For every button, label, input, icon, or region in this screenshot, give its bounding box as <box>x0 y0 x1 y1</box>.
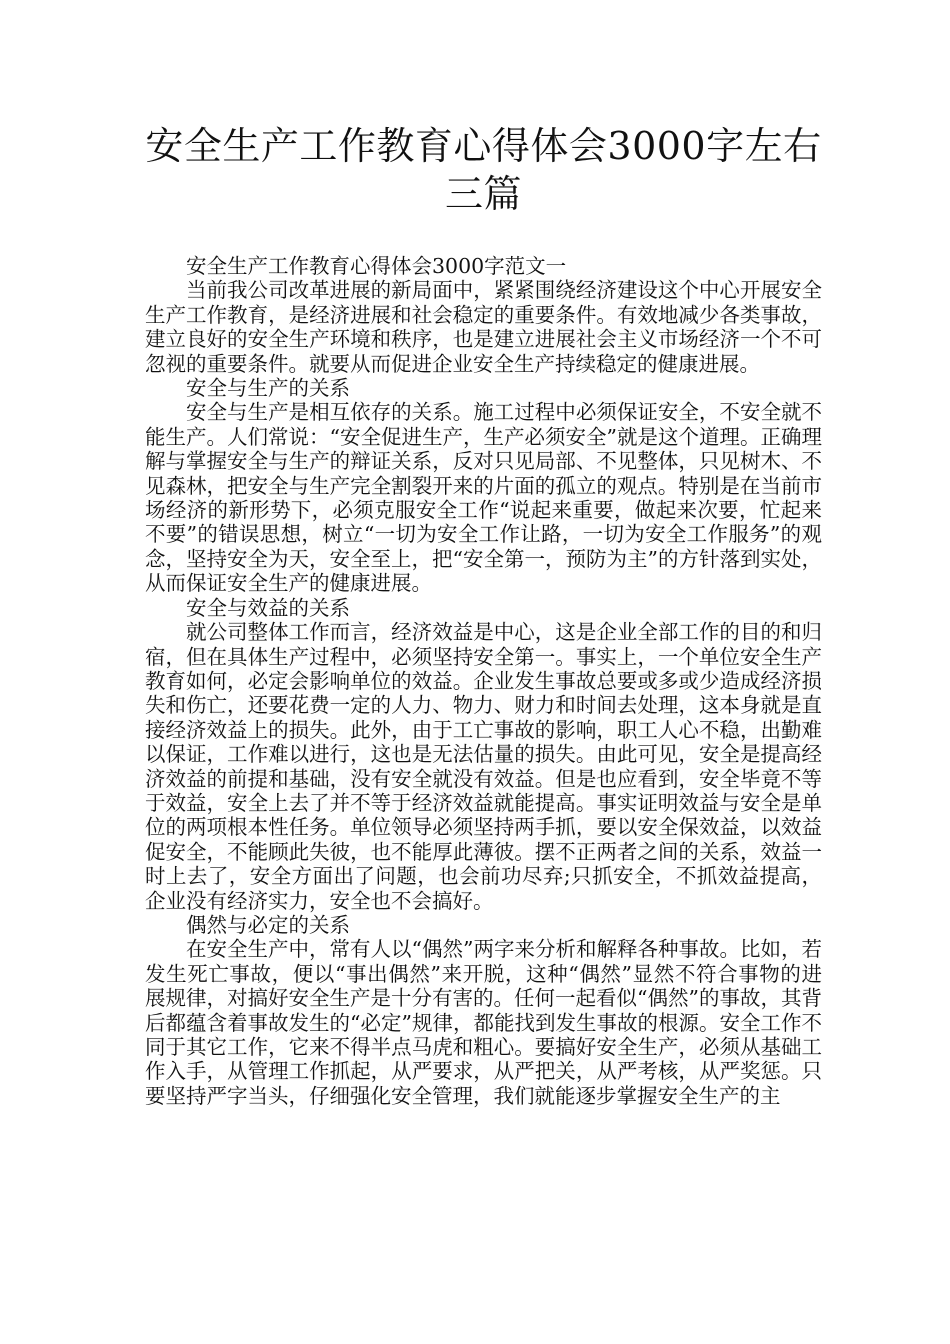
chance-necessity-paragraph: 在安全生产中，常有人以“偶然”两字来分析和解释各种事故。比如，若发生死亡事故，便以“事出偶然”来开脱，这种“偶然”显然不符合事物的进展规律，对搞好安全生产是十分有害的。任何一起看似“偶然”的事故，其背后都蕴含着事故发生的“必定”规律，都能找到发生事故的根源。安全工作不同于其它工作，它来不得半点马虎和粗心。要搞好安全生产，必须从基础工作入手，从管理工作抓起，从严要求，从严把关，从严考核，从严奖惩。只要坚持严字当头，仔细强化安全管理，我们就能逐步掌握安全生产的主 <box>145 937 822 1108</box>
safety-benefit-paragraph: 就公司整体工作而言，经济效益是中心，这是企业全部工作的目的和归宿，但在具体生产过程中，必须坚持安全第一。事实上，一个单位安全生产教育如何，必定会影响单位的效益。企业发生事故总要或多或少造成经济损失和伤亡，还要花费一定的人力、物力、财力和时间去处理，这本身就是直接经济效益上的损失。此外，由于工亡事故的影响，职工人心不稳，出勤难以保证，工作难以进行，这也是无法估量的损失。由此可见，安全是提高经济效益的前提和基础，没有安全就没有效益。但是也应看到，安全毕竟不等于效益，安全上去了并不等于经济效益就能提高。事实证明效益与安全是单位的两项根本性任务。单位领导必须坚持两手抓，要以安全保效益，以效益促安全，不能顾此失彼，也不能厚此薄彼。摆不正两者之间的关系，效益一时上去了，安全方面出了问题，也会前功尽弃;只抓安全，不抓效益提高，企业没有经济实力，安全也不会搞好。 <box>145 620 822 913</box>
section-heading-safety-benefit: 安全与效益的关系 <box>186 595 350 620</box>
safety-production-paragraph: 安全与生产是相互依存的关系。施工过程中必须保证安全，不安全就不能生产。人们常说：“安全促进生产，生产必须安全”就是这个道理。正确理解与掌握安全与生产的辩证关系，反对只见局部、不见整体，只见树木、不见森林，把安全与生产完全割裂开来的片面的孤立的观点。特别是在当前市场经济的新形势下，必须克服安全工作“说起来重要，做起来次要，忙起来不要”的错误思想，树立“一切为安全工作让路，一切为安全工作服务”的观念，坚持安全为天，安全至上，把“安全第一，预防为主”的方针落到实处，从而保证安全生产的健康进展。 <box>145 400 822 596</box>
section-heading-chance-necessity: 偶然与必定的关系 <box>186 912 350 937</box>
intro-paragraph: 当前我公司改革进展的新局面中，紧紧围绕经济建设这个中心开展安全生产工作教育，是经济进展和社会稳定的重要条件。有效地减少各类事故，建立良好的安全生产环境和秩序，也是建立进展社会主义市场经济一个不可忽视的重要条件。就要从而促进企业安全生产持续稳定的健康进展。 <box>145 278 822 376</box>
document-body <box>145 254 822 1108</box>
document-title: 安全生产工作教育心得体会3000字左右三篇 <box>145 124 822 216</box>
section-heading-safety-production: 安全与生产的关系 <box>186 376 350 401</box>
section-heading-essay-one: 安全生产工作教育心得体会3000字范文一 <box>186 254 567 278</box>
